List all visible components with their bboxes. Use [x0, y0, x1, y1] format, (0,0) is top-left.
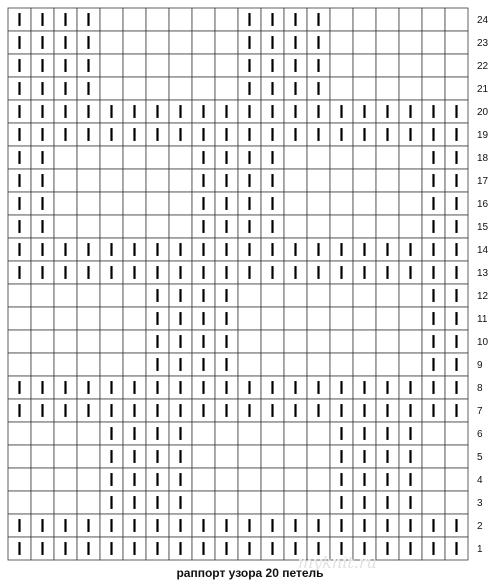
grid-cell: [284, 169, 307, 192]
grid-cell: [100, 146, 123, 169]
row-number-label: 12: [477, 291, 489, 302]
watermark: myknit.ru: [298, 553, 377, 572]
grid-cell: [353, 307, 376, 330]
grid-cell: [146, 146, 169, 169]
grid-cell: [146, 8, 169, 31]
grid-cell: [330, 146, 353, 169]
grid-cell: [445, 31, 468, 54]
grid-cell: [123, 169, 146, 192]
grid-cell: [422, 445, 445, 468]
grid-cell: [261, 491, 284, 514]
grid-cell: [261, 445, 284, 468]
grid-cell: [8, 491, 31, 514]
grid-cell: [215, 468, 238, 491]
row-number-label: 7: [477, 406, 483, 417]
grid-cell: [54, 307, 77, 330]
row-number-label: 8: [477, 383, 483, 394]
row-number-label: 11: [477, 314, 488, 325]
grid-cell: [77, 491, 100, 514]
grid-cell: [192, 491, 215, 514]
grid-cell: [77, 284, 100, 307]
grid-cell: [399, 169, 422, 192]
grid-cell: [77, 169, 100, 192]
grid-cell: [376, 330, 399, 353]
grid-cell: [238, 307, 261, 330]
row-number-label: 3: [477, 498, 483, 509]
grid-cell: [169, 31, 192, 54]
grid-cell: [422, 491, 445, 514]
grid-cell: [307, 445, 330, 468]
grid-cell: [215, 31, 238, 54]
grid-cell: [261, 468, 284, 491]
grid-cell: [261, 284, 284, 307]
grid-cell: [100, 307, 123, 330]
grid-cell: [422, 54, 445, 77]
grid-cell: [307, 169, 330, 192]
grid-cell: [376, 284, 399, 307]
grid-cell: [353, 31, 376, 54]
grid-cell: [169, 54, 192, 77]
grid-cell: [376, 169, 399, 192]
grid-cell: [215, 8, 238, 31]
grid-cell: [261, 330, 284, 353]
grid-cell: [307, 146, 330, 169]
grid-cell: [146, 169, 169, 192]
grid-cell: [54, 146, 77, 169]
grid-cell: [307, 353, 330, 376]
grid-cell: [123, 215, 146, 238]
grid-cell: [238, 422, 261, 445]
grid-cell: [445, 491, 468, 514]
grid-cell: [146, 31, 169, 54]
grid-cell: [123, 8, 146, 31]
grid-cell: [399, 192, 422, 215]
grid-cell: [77, 468, 100, 491]
row-number-label: 22: [477, 61, 489, 72]
grid-cell: [353, 330, 376, 353]
grid-cell: [215, 491, 238, 514]
grid-cell: [353, 8, 376, 31]
grid-cell: [399, 54, 422, 77]
grid-cell: [261, 307, 284, 330]
grid-cell: [422, 77, 445, 100]
grid-cell: [330, 284, 353, 307]
grid-cell: [284, 330, 307, 353]
grid-cell: [353, 192, 376, 215]
grid-cell: [307, 307, 330, 330]
grid-cell: [376, 31, 399, 54]
grid-cell: [353, 284, 376, 307]
grid-cell: [330, 215, 353, 238]
grid-cell: [307, 491, 330, 514]
grid-cell: [100, 169, 123, 192]
grid-cell: [31, 284, 54, 307]
row-number-label: 4: [477, 475, 483, 486]
grid-cell: [31, 468, 54, 491]
grid-cell: [146, 54, 169, 77]
grid-cell: [376, 77, 399, 100]
grid-cell: [376, 215, 399, 238]
grid-cell: [54, 215, 77, 238]
grid-cell: [399, 215, 422, 238]
grid-cell: [307, 192, 330, 215]
grid-cell: [100, 284, 123, 307]
grid-cell: [77, 307, 100, 330]
row-number-label: 2: [477, 521, 483, 532]
grid-cell: [445, 54, 468, 77]
grid-cell: [169, 169, 192, 192]
grid-cell: [54, 192, 77, 215]
grid-cell: [192, 54, 215, 77]
grid-cell: [123, 330, 146, 353]
grid-cell: [353, 353, 376, 376]
grid-cell: [123, 31, 146, 54]
row-number-label: 1: [477, 544, 483, 555]
row-number-label: 9: [477, 360, 483, 371]
grid-cell: [284, 445, 307, 468]
row-number-label: 10: [477, 337, 489, 348]
grid-cell: [399, 146, 422, 169]
grid-cell: [100, 31, 123, 54]
row-number-label: 16: [477, 199, 489, 210]
grid-cell: [284, 192, 307, 215]
grid-cell: [353, 215, 376, 238]
grid-cell: [376, 8, 399, 31]
grid-cell: [399, 31, 422, 54]
grid-cell: [399, 353, 422, 376]
row-number-label: 20: [477, 107, 489, 118]
grid-cell: [422, 8, 445, 31]
grid-cell: [8, 330, 31, 353]
grid-cell: [77, 146, 100, 169]
grid-cell: [54, 422, 77, 445]
grid-cell: [192, 77, 215, 100]
grid-cell: [284, 422, 307, 445]
grid-cell: [353, 54, 376, 77]
grid-cell: [100, 215, 123, 238]
row-number-label: 14: [477, 245, 489, 256]
grid-cell: [54, 284, 77, 307]
grid-cell: [100, 77, 123, 100]
pattern-caption: раппорт узора 20 петель: [176, 566, 324, 580]
row-number-label: 6: [477, 429, 483, 440]
grid-cell: [238, 491, 261, 514]
grid-cell: [77, 192, 100, 215]
grid-cell: [399, 77, 422, 100]
grid-cell: [169, 77, 192, 100]
grid-cell: [8, 445, 31, 468]
grid-cell: [238, 445, 261, 468]
grid-cell: [192, 445, 215, 468]
grid-cell: [376, 192, 399, 215]
grid-cell: [169, 8, 192, 31]
grid-cell: [353, 77, 376, 100]
grid-cell: [8, 468, 31, 491]
row-number-label: 19: [477, 130, 489, 141]
grid-cell: [192, 31, 215, 54]
row-number-label: 24: [477, 15, 489, 26]
grid-cell: [376, 307, 399, 330]
grid-cell: [215, 77, 238, 100]
grid-cell: [169, 146, 192, 169]
row-number-label: 23: [477, 38, 489, 49]
grid-cell: [422, 31, 445, 54]
grid-cell: [54, 491, 77, 514]
grid-cell: [307, 215, 330, 238]
grid-cell: [284, 468, 307, 491]
grid-cell: [31, 422, 54, 445]
grid-cell: [77, 445, 100, 468]
grid-cell: [31, 445, 54, 468]
grid-cell: [330, 8, 353, 31]
grid-cell: [284, 307, 307, 330]
row-numbers: [477, 15, 489, 555]
grid-cell: [123, 54, 146, 77]
grid-cell: [8, 307, 31, 330]
grid-cell: [238, 468, 261, 491]
grid-cell: [399, 284, 422, 307]
grid-cell: [284, 284, 307, 307]
grid-cell: [330, 307, 353, 330]
grid-cell: [146, 77, 169, 100]
grid-cell: [77, 330, 100, 353]
grid-cell: [376, 146, 399, 169]
grid-cell: [31, 353, 54, 376]
grid-cell: [445, 77, 468, 100]
grid-cell: [100, 330, 123, 353]
row-number-label: 21: [477, 84, 489, 95]
grid-cell: [146, 215, 169, 238]
grid-cell: [330, 353, 353, 376]
grid-cell: [261, 353, 284, 376]
grid-cell: [215, 54, 238, 77]
grid-cell: [8, 353, 31, 376]
grid-cell: [238, 353, 261, 376]
grid-cell: [31, 307, 54, 330]
grid-cell: [77, 215, 100, 238]
grid-cell: [399, 8, 422, 31]
grid-cell: [215, 445, 238, 468]
grid-cell: [123, 284, 146, 307]
grid-cell: [445, 8, 468, 31]
grid-cell: [353, 146, 376, 169]
grid-cell: [353, 169, 376, 192]
grid-cell: [330, 31, 353, 54]
grid-cell: [399, 330, 422, 353]
grid-cell: [445, 445, 468, 468]
row-number-label: 18: [477, 153, 489, 164]
grid-cell: [54, 169, 77, 192]
grid-cell: [169, 192, 192, 215]
grid-cell: [123, 307, 146, 330]
chart-grid: [8, 8, 468, 560]
grid-cell: [123, 192, 146, 215]
grid-cell: [192, 422, 215, 445]
grid-cell: [422, 468, 445, 491]
grid-cell: [123, 77, 146, 100]
grid-cell: [422, 422, 445, 445]
grid-cell: [399, 307, 422, 330]
grid-cell: [123, 146, 146, 169]
grid-cell: [192, 468, 215, 491]
grid-cell: [169, 215, 192, 238]
grid-cell: [54, 330, 77, 353]
grid-cell: [123, 353, 146, 376]
grid-cell: [100, 8, 123, 31]
grid-cell: [31, 330, 54, 353]
row-number-label: 5: [477, 452, 483, 463]
grid-cell: [330, 169, 353, 192]
grid-cell: [238, 284, 261, 307]
grid-cell: [376, 54, 399, 77]
grid-cell: [54, 468, 77, 491]
grid-cell: [330, 192, 353, 215]
row-number-label: 13: [477, 268, 489, 279]
grid-cell: [54, 445, 77, 468]
grid-cell: [215, 422, 238, 445]
grid-cell: [445, 422, 468, 445]
grid-cell: [100, 353, 123, 376]
grid-cell: [307, 284, 330, 307]
grid-cell: [31, 491, 54, 514]
grid-cell: [146, 192, 169, 215]
grid-cell: [8, 284, 31, 307]
grid-cell: [307, 468, 330, 491]
grid-cell: [192, 8, 215, 31]
grid-cell: [307, 422, 330, 445]
grid-cell: [445, 468, 468, 491]
grid-cell: [77, 422, 100, 445]
grid-cell: [100, 192, 123, 215]
grid-cell: [376, 353, 399, 376]
grid-cell: [330, 330, 353, 353]
grid-cell: [330, 54, 353, 77]
row-number-label: 15: [477, 222, 489, 233]
grid-cell: [307, 330, 330, 353]
grid-cell: [238, 330, 261, 353]
grid-cell: [284, 215, 307, 238]
grid-cell: [8, 422, 31, 445]
grid-cell: [284, 353, 307, 376]
grid-cell: [100, 54, 123, 77]
grid-cell: [261, 422, 284, 445]
grid-cell: [284, 146, 307, 169]
row-number-label: 17: [477, 176, 489, 187]
grid-cell: [77, 353, 100, 376]
grid-cell: [330, 77, 353, 100]
grid-cell: [284, 491, 307, 514]
grid-cell: [54, 353, 77, 376]
